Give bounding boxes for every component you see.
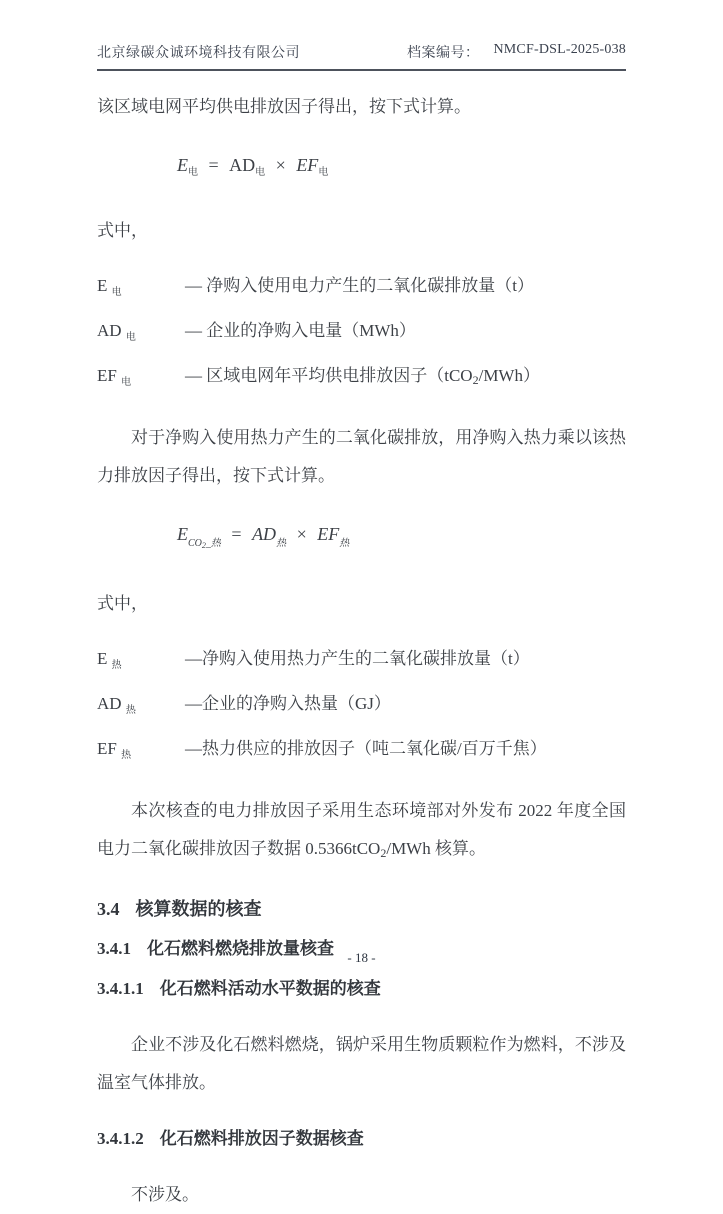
heading-title: 化石燃料排放因子数据核查	[159, 1129, 364, 1148]
heading-3-4-1-1	[97, 969, 626, 1009]
definition-symbol: E $_电$	[97, 276, 122, 298]
formula-electricity	[177, 143, 626, 195]
file-number-label: 档案编号：	[406, 46, 480, 61]
paragraph-boiler: 企业不涉及化石燃料燃烧，锅炉采用生物质颗粒作为燃料，不涉及温室气体排放。	[97, 1035, 626, 1092]
multiply-sign: ×	[275, 155, 286, 175]
multiply-sign: ×	[296, 524, 307, 544]
where-label: 式中，	[97, 594, 148, 613]
definition-symbol: EF $_电$	[97, 366, 132, 388]
equals-sign: =	[231, 524, 242, 544]
formula-lhs: $E_电$	[177, 155, 198, 178]
page-number: - 18 -	[347, 950, 376, 965]
definition-row	[97, 685, 626, 730]
paragraph-heat: 对于净购入使用热力产生的二氧化碳排放，用净购入热力乘以该热力排放因子得出，按下式计算。	[97, 428, 626, 485]
where-label: 式中，	[97, 221, 148, 240]
definition-text: —企业的净购入热量（GJ）	[185, 694, 391, 713]
definition-text: — 企业的净购入电量（MWh）	[185, 321, 416, 340]
definition-row	[97, 267, 626, 312]
formula-lhs: $E_{CO_2\_热}$	[177, 524, 221, 550]
definition-text: — 净购入使用电力产生的二氧化碳排放量（t）	[185, 276, 534, 295]
page-header	[97, 42, 626, 71]
heading-number: 3.4	[97, 899, 120, 919]
heading-title: 化石燃料活动水平数据的核查	[159, 979, 381, 998]
file-number-group	[407, 42, 626, 62]
definition-text: —热力供应的排放因子（吨二氧化碳/百万千焦）	[185, 739, 547, 758]
definition-row	[97, 312, 626, 357]
definition-symbol: AD $_热$	[97, 694, 136, 716]
heading-number: 3.4.1	[97, 939, 131, 958]
paragraph-not-applicable: 不涉及。	[131, 1185, 199, 1204]
formula-term2: $EF_电$	[296, 155, 329, 178]
definition-row	[97, 640, 626, 685]
company-name: 北京绿碳众诚环境科技有限公司	[97, 46, 300, 61]
paragraph-emission-factor: 本次核查的电力排放因子采用生态环境部对外发布 2022 年度全国电力二氧化碳排放因子数据 0.5366tCO$_2$/MWh 核算。	[97, 801, 626, 860]
definition-symbol: AD $_电$	[97, 321, 136, 343]
formula-term1: $AD_热$	[252, 524, 287, 549]
definition-text: — 区域电网年平均供电排放因子（tCO$_2$/MWh）	[185, 366, 540, 387]
definition-symbol: E $_热$	[97, 649, 122, 671]
definition-row	[97, 357, 626, 402]
document-body	[97, 88, 626, 1214]
formula-heat	[177, 512, 626, 568]
heading-title: 核算数据的核查	[135, 899, 262, 919]
equals-sign: =	[208, 155, 219, 175]
heading-title: 化石燃料燃烧排放量核查	[147, 939, 334, 958]
heading-3-4-1-2	[97, 1119, 626, 1159]
definition-row	[97, 730, 626, 775]
heading-3-4	[97, 889, 626, 929]
heading-number: 3.4.1.1	[97, 979, 144, 998]
file-number-value: NMCF-DSL-2025-038	[493, 42, 626, 57]
formula-term2: $EF_热$	[317, 524, 350, 549]
definition-symbol: EF $_热$	[97, 739, 132, 761]
page-footer	[0, 950, 723, 966]
formula-term1: $AD_电$	[229, 155, 266, 178]
heading-number: 3.4.1.2	[97, 1129, 144, 1148]
paragraph-intro: 该区域电网平均供电排放因子得出，按下式计算。	[97, 97, 471, 116]
definition-text: —净购入使用热力产生的二氧化碳排放量（t）	[185, 649, 530, 668]
